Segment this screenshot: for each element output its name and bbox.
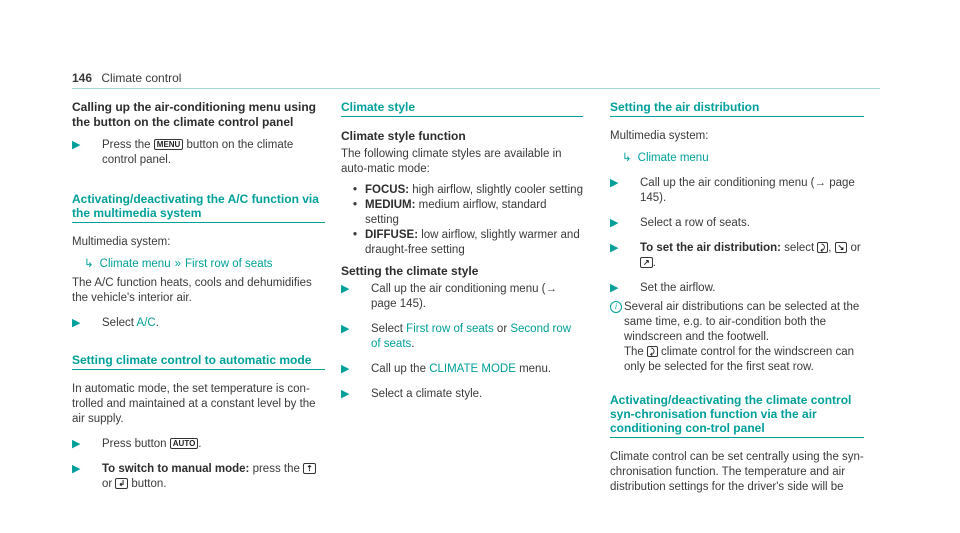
step-select-row: ▶ Select First row of seats or Second row of seats. xyxy=(341,323,572,350)
step-climate-mode: ▶ Call up the CLIMATE MODE menu. xyxy=(341,363,552,375)
step-arrow-icon: ▶ xyxy=(610,177,619,189)
path-turn-icon: ↳ xyxy=(84,258,94,270)
step-call-menu: ▶ Call up the air conditioning menu (→ page 145). xyxy=(610,177,855,204)
first-row-link[interactable]: First row of seats xyxy=(406,323,494,335)
climate-style-list xyxy=(341,183,583,258)
footwell-airflow-icon: ↘ xyxy=(835,242,848,253)
step-arrow-icon: ▶ xyxy=(341,323,350,335)
column-3 xyxy=(610,100,864,501)
path-climate-menu[interactable]: Climate menu xyxy=(637,152,709,164)
step-arrow-icon: ▶ xyxy=(610,282,619,294)
step-arrow-icon: ▶ xyxy=(72,438,81,450)
multimedia-label: Multimedia system: xyxy=(72,236,171,248)
climate-style-intro: The following climate styles are available in auto-matic mode: xyxy=(341,148,562,175)
step-arrow-icon: ▶ xyxy=(341,363,350,375)
column-1 xyxy=(72,100,325,502)
menu-path xyxy=(72,256,325,272)
step-select-style: ▶ Select a climate style. xyxy=(341,388,483,400)
path-climate-menu[interactable]: Climate menu xyxy=(99,258,171,270)
ac-link[interactable]: A/C xyxy=(136,317,156,329)
setting-style-heading: Setting the climate style xyxy=(341,264,479,278)
airflow-button-icon: ↲ xyxy=(115,478,128,489)
step-arrow-icon: ▶ xyxy=(341,283,350,295)
header-divider xyxy=(72,88,880,89)
fan-button-icon: ⇡ xyxy=(303,463,316,474)
step-arrow-icon: ▶ xyxy=(610,217,619,229)
menu-path xyxy=(610,150,864,166)
list-item: • MEDIUM: medium airflow, standard setting xyxy=(353,198,583,228)
menu-button-icon: MENU xyxy=(154,139,184,150)
list-item: • DIFFUSE: low airflow, slightly warmer and draught-free setting xyxy=(353,228,583,258)
step-arrow-icon: ▶ xyxy=(341,388,350,400)
step-set-airflow: ▶ Set the airflow. xyxy=(610,282,716,294)
section-air-distribution-heading: Setting the air distribution xyxy=(610,100,864,117)
auto-button-icon: AUTO xyxy=(170,438,199,449)
climate-style-function-heading: Climate style function xyxy=(341,129,466,143)
page-header xyxy=(72,71,181,85)
list-item: • FOCUS: high airflow, slightly cooler setting xyxy=(353,183,583,198)
second-row-link[interactable]: Second row of seats xyxy=(371,323,572,350)
multimedia-label: Multimedia system: xyxy=(610,130,709,142)
page-section: Climate control xyxy=(101,71,182,85)
windscreen-airflow-icon: ⤸ xyxy=(817,242,828,253)
path-separator-icon: » xyxy=(174,258,181,270)
info-note: i Several air distributions can be selected at the same time, e.g. to air-condition both the windscreen and the footwell. The ⤸ climate control for the windscreen can only be selected for the first seat row. xyxy=(610,300,864,375)
step-press-auto: ▶ Press button AUTO . xyxy=(72,438,202,450)
path-turn-icon: ↳ xyxy=(622,152,632,164)
menu-button-heading: Calling up the air-conditioning menu using the button on the climate control panel xyxy=(72,100,316,129)
windscreen-airflow-icon: ⤸ xyxy=(647,346,658,357)
auto-description: In automatic mode, the set temperature is con-trolled and maintained at a constant level by the air supply. xyxy=(72,383,316,425)
sync-description: Climate control can be set centrally using the syn-chronisation function. The temperature and air distribution settings for the driver's side will be xyxy=(610,451,864,493)
step-set-distribution: ▶ To set the air distribution: select ⤸ , ↘ or ↗ . xyxy=(610,242,861,269)
step-arrow-icon: ▶ xyxy=(610,242,619,254)
path-first-row[interactable]: First row of seats xyxy=(185,258,273,270)
step-arrow-icon: ▶ xyxy=(72,463,81,475)
step-arrow-icon: ▶ xyxy=(72,317,81,329)
step-select-row: ▶ Select a row of seats. xyxy=(610,217,750,229)
ac-description: The A/C function heats, cools and dehumidifies the vehicle's interior air. xyxy=(72,277,312,304)
info-icon: i xyxy=(610,301,622,313)
step-press-menu: ▶ Press the MENU button on the climate control panel. xyxy=(72,139,294,166)
section-sync-heading: Activating/deactivating the climate control syn-chronisation function via the air conditioning con-trol panel xyxy=(610,393,864,438)
step-arrow-icon: ▶ xyxy=(72,139,81,151)
column-2 xyxy=(341,100,583,412)
step-select-ac: ▶ Select A/C. xyxy=(72,317,159,329)
center-airflow-icon: ↗ xyxy=(640,257,653,268)
step-call-menu: ▶ Call up the air conditioning menu (→ page 145). xyxy=(341,283,558,310)
page-number: 146 xyxy=(72,71,93,85)
climate-mode-link[interactable]: CLIMATE MODE xyxy=(429,363,516,375)
section-ac-heading: Activating/deactivating the A/C function via the multimedia system xyxy=(72,192,325,223)
section-auto-heading: Setting climate control to automatic mode xyxy=(72,353,325,370)
section-climate-style-heading: Climate style xyxy=(341,100,583,117)
step-manual-mode: ▶ To switch to manual mode: press the ⇡ or ↲ button. xyxy=(72,462,325,492)
